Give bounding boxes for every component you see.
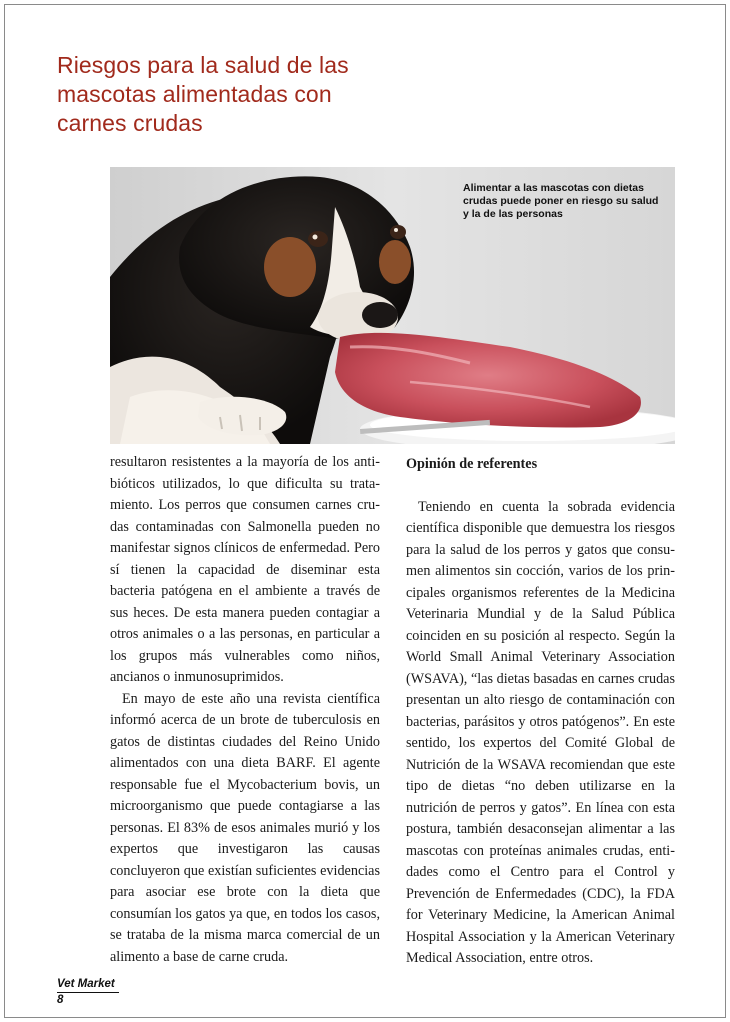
article-title: Riesgos para la salud de las mascotas alimentadas con carnes crudas	[57, 52, 349, 136]
photo-caption: Alimentar a las mascotas con dietas crudas puede poner en riesgo su salud y la de las personas	[463, 182, 659, 220]
left-paragraph-1: resultaron resistentes a la mayoría de los antibióticos utilizados, lo que dificulta su tratamiento. Los perros que consumen carnes crudas contaminadas con Salmonella pueden no manifestar signos clínicos de enfermedad. Pero sí tienen la capacidad de diseminar esta bacteria patógena en el ambiente a través de sus heces. De esta manera pueden contagiar a otros animales o a las personas, en particular a los grupos más vulnerables como niños, ancianos o inmunosuprimidos.	[110, 454, 380, 685]
footer-brand: Vet Market	[57, 978, 115, 990]
page-number: 8	[57, 994, 64, 1006]
left-column	[110, 452, 380, 968]
right-column	[406, 452, 675, 970]
footer-divider	[57, 992, 119, 993]
left-paragraph-2: En mayo de este año una revista científica informó acerca de un brote de tuberculosis en gatos de distintas ciudades del Reino Unido alimentados con una dieta BARF. El agente responsable fue el Mycobacterium bovis, un microorganismo que puede contagiarse a las personas. El 83% de esos animales murió y los expertos que investigaron las causas concluyeron que existían suficientes evidencias para asociar ese brote con la dieta que consumían los gatos ya que, en todos los casos, se trataba de la misma marca comercial de un alimento a base de carne cruda.	[110, 690, 380, 965]
section-heading: Opinión de referentes	[406, 456, 538, 472]
right-paragraph-1: Teniendo en cuenta la sobrada evidencia científica disponible que demuestra los riesgos para la salud de los perros y gatos que consumen alimentos sin cocción, varios de los principales organismos referentes de la Medicina Veterinaria Mundial y de la Salud Pública coinciden en su posición al respecto. Según la World Small Animal Veterinary Association (WSAVA), “las dietas basadas en carnes crudas presentan un alto riesgo de contaminación con bacterias, parásitos y otros patógenos”. En este sentido, los expertos del Comité Global de Nutrición de la WSAVA recomiendan que este tipo de dietas “no deben utilizarse en la nutrición de perros y gatos”. En línea con esta postura, también desaconsejan alimentar a las mascotas con proteínas animales crudas, entidades como el Centro para el Control y Prevención de Enfermedades (CDC), la FDA for Veterinary Medicine, la American Animal Hospital Association y la American Veterinary Medical Association, entre otros.	[406, 498, 675, 966]
